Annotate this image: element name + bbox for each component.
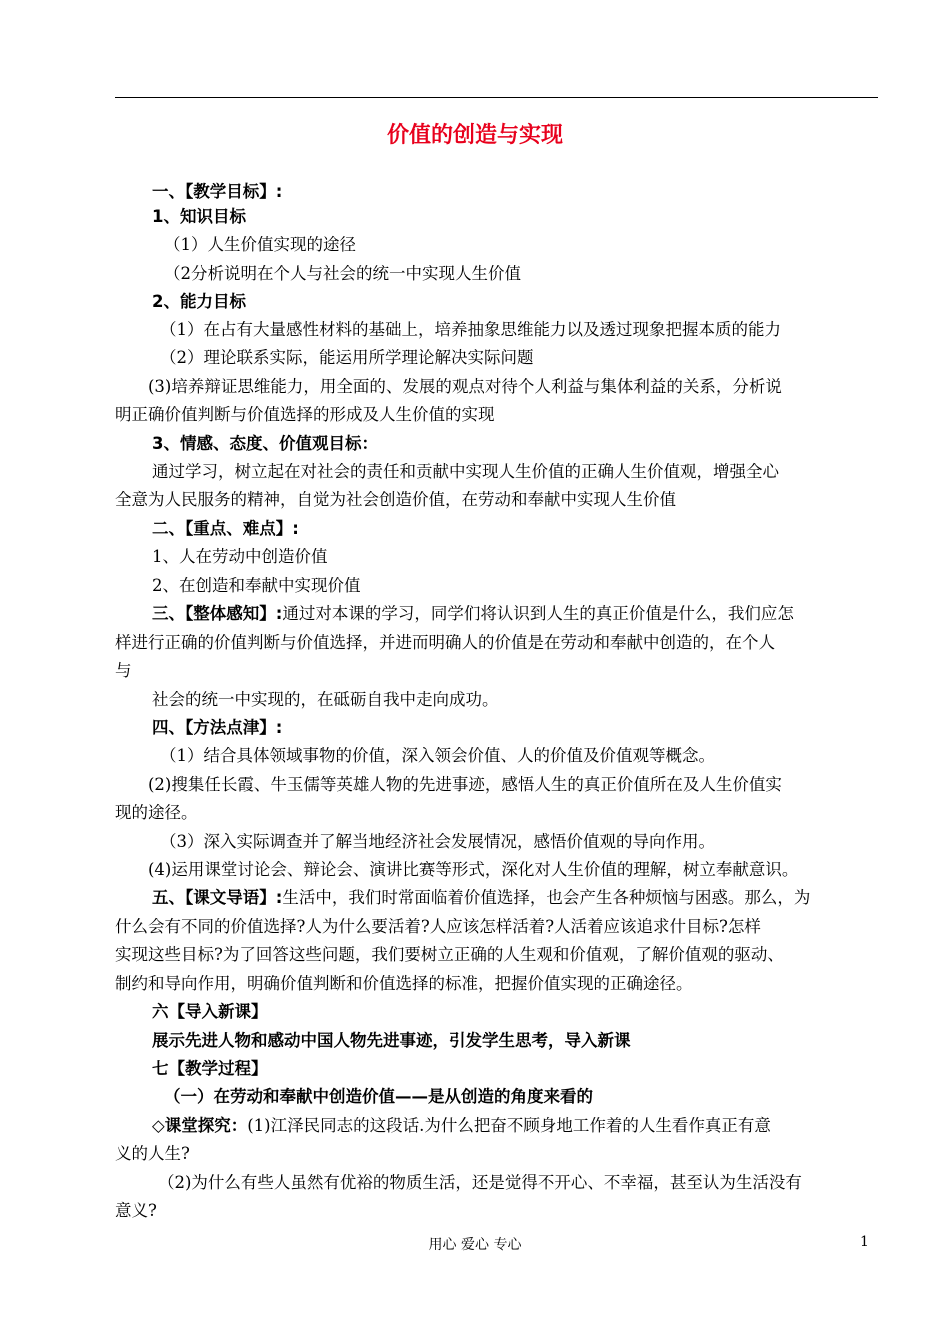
text-line: （2分析说明在个人与社会的统一中实现人生价值	[164, 264, 521, 283]
text-line: 2、能力目标	[152, 292, 246, 311]
text-line: 全意为人民服务的精神，自觉为社会创造价值，在劳动和奉献中实现人生价值	[115, 490, 676, 509]
text-line: 六【导入新课】	[152, 1002, 268, 1021]
text-line: 什么会有不同的价值选择?人为什么要活着?人应该怎样活着?人活着应该追求什目标?怎样	[115, 917, 761, 936]
text-line: 四、【方法点津】:	[152, 718, 283, 737]
text-line: （一）在劳动和奉献中创造价值——是从创造的角度来看的	[164, 1087, 593, 1106]
section-heading: ◇课堂探究：	[152, 1116, 248, 1135]
text-line: 通过学习，树立起在对社会的责任和贡献中实现人生价值的正确人生价值观，增强全心	[152, 462, 779, 481]
text-line: （1）结合具体领域事物的价值，深入领会价值、人的价值及价值观等概念。	[160, 746, 715, 765]
text-line: 意义?	[115, 1201, 157, 1220]
header-rule	[115, 97, 878, 98]
text-line: 1、人在劳动中创造价值	[152, 547, 328, 566]
page-number: 1	[860, 1234, 869, 1250]
text-line: （2）理论联系实际，能运用所学理论解决实际问题	[160, 348, 534, 367]
text-line: 2、在创造和奉献中实现价值	[152, 576, 361, 595]
line-text: (1)江泽民同志的这段话.为什么把奋不顾身地工作着的人生看作真正有意	[247, 1116, 771, 1135]
text-line: 社会的统一中实现的，在砥砺自我中走向成功。	[152, 690, 499, 709]
text-line: 样进行正确的价值判断与价值选择，并进而明确人的价值是在劳动和奉献中创造的，在个人	[115, 633, 775, 652]
text-line: 制约和导向作用，明确价值判断和价值选择的标准，把握价值实现的正确途径。	[115, 974, 693, 993]
footer-text: 用心 爱心 专心	[428, 1237, 522, 1253]
text-line: （1）人生价值实现的途径	[164, 235, 356, 254]
text-line: 七【教学过程】	[152, 1059, 268, 1078]
text-line: （1）在占有大量感性材料的基础上，培养抽象思维能力以及透过现象把握本质的能力	[160, 320, 781, 339]
text-line	[152, 887, 810, 909]
page-title: 价值的创造与实现	[386, 123, 563, 148]
text-line: 明正确价值判断与价值选择的形成及人生价值的实现	[115, 405, 495, 424]
text-line: 一、【教学目标】:	[152, 182, 283, 201]
text-line: （2)为什么有些人虽然有优裕的物质生活，还是觉得不开心、不幸福，甚至认为生活没有	[158, 1173, 802, 1192]
text-line: （3）深入实际调查并了解当地经济社会发展情况，感悟价值观的导向作用。	[160, 832, 715, 851]
text-line: 展示先进人物和感动中国人物先进事迹，引发学生思考，导入新课	[152, 1031, 631, 1050]
text-line: 义的人生?	[115, 1144, 190, 1163]
section-heading: 三、【整体感知】:	[152, 604, 283, 623]
text-line: 实现这些目标?为了回答这些问题，我们要树立正确的人生观和价值观，了解价值观的驱动、	[115, 945, 784, 964]
text-line: (3)培养辩证思维能力，用全面的、发展的观点对待个人利益与集体利益的关系，分析说	[148, 377, 782, 396]
text-line	[152, 603, 794, 625]
text-line: (2)搜集任长霞、牛玉儒等英雄人物的先进事迹，感悟人生的真正价值所在及人生价值实	[148, 775, 782, 794]
text-line: 二、【重点、难点】:	[152, 519, 299, 538]
text-line: (4)运用课堂讨论会、辩论会、演讲比赛等形式，深化对人生价值的理解，树立奉献意识。	[148, 860, 799, 879]
line-text: 生活中，我们时常面临着价值选择，也会产生各种烦恼与困惑。那么，为	[282, 888, 811, 907]
line-text: 通过对本课的学习，同学们将认识到人生的真正价值是什么，我们应怎	[282, 604, 794, 623]
section-heading: 五、【课文导语】:	[152, 888, 283, 907]
text-line: 现的途径。	[115, 803, 198, 822]
text-line: 与	[115, 661, 132, 680]
text-line: 1、知识目标	[152, 207, 246, 226]
text-line	[152, 1115, 771, 1137]
text-line: 3、情感、态度、价值观目标：	[152, 434, 378, 453]
